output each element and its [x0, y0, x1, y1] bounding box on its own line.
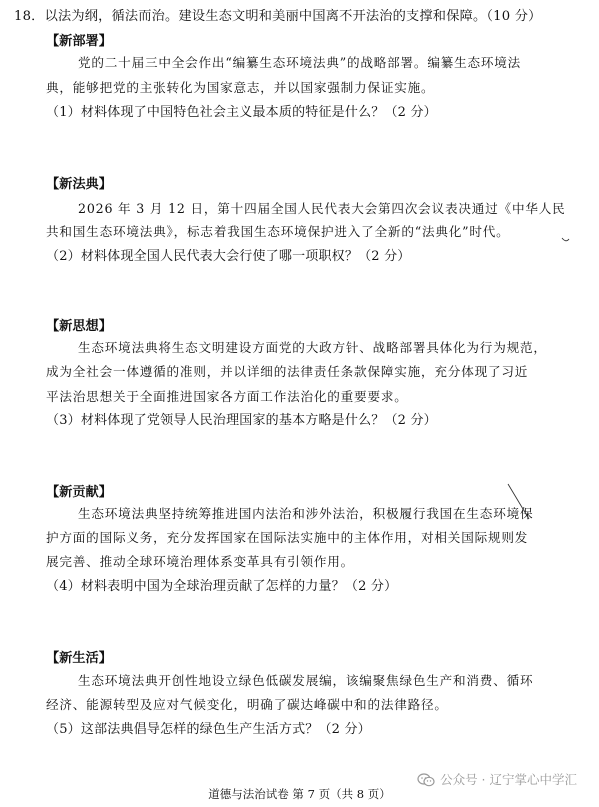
sub-question-3: （3）材料体现了党领导人民治理国家的基本方略是什么？（2 分）	[46, 413, 437, 428]
section-heading-new-thought: 【新思想】	[46, 319, 112, 334]
pen-tick-mark	[561, 236, 571, 244]
question-title: 18．以法为纲，循法而治。建设生态文明和美丽中国离不开法治的支撑和保障。（10 分）	[14, 9, 542, 24]
material-line: 成为全社会一体遵循的准则，并以详细的法律责任条款保障实施，充分体现了习近	[46, 364, 529, 379]
material-line: 2026 年 3 月 12 日，第十四届全国人民代表大会第四次会议表决通过《中华人民	[78, 201, 566, 216]
material-line: 生态环境法典将生态文明建设方面党的大政方针、战略部署具体化为行为规范，	[78, 340, 547, 355]
section-heading-new-deployment: 【新部署】	[46, 34, 112, 49]
sub-question-2: （2）材料体现全国人民代表大会行使了哪一项职权？（2 分）	[46, 249, 411, 264]
section-heading-new-code: 【新法典】	[46, 177, 112, 192]
sub-question-4: （4）材料表明中国为全球治理贡献了怎样的力量？（2 分）	[46, 579, 398, 594]
wechat-watermark	[417, 773, 577, 787]
pen-stroke-mark	[506, 482, 532, 522]
section-heading-new-life: 【新生活】	[46, 651, 112, 666]
material-line: 平法治思想关于全面推进国家各方面工作法治化的重要要求。	[46, 389, 408, 404]
material-line: 展完善、推动全球环境治理体系变革具有引领作用。	[46, 554, 355, 569]
section-heading-new-contribution: 【新贡献】	[46, 485, 112, 500]
material-line: 经济、能源转型及应对气候变化，明确了碳达峰碳中和的法律路径。	[46, 697, 448, 712]
material-line: 共和国生态环境法典》，标志着我国生态环境保护进入了全新的“法典化”时代。	[46, 224, 510, 239]
material-line: 典，能够把党的主张转化为国家意志，并以国家强制力保证实施。	[46, 80, 435, 95]
material-line: 生态环境法典坚持统筹推进国内法治和涉外法治，积极履行我国在生态环境保	[78, 506, 534, 521]
material-line: 生态环境法典开创性地设立绿色低碳发展编，该编聚焦绿色生产和消费、循环	[78, 673, 534, 688]
sub-question-5: （5）这部法典倡导怎样的绿色生产生活方式？（2 分）	[46, 722, 371, 737]
material-line: 党的二十届三中全会作出“编纂生态环境法典”的战略部署。编纂生态环境法	[78, 55, 522, 70]
material-line: 护方面的国际义务，充分发挥国家在国际法实施中的主体作用，对相关国际规则发	[46, 530, 529, 545]
sub-question-1: （1）材料体现了中国特色社会主义最本质的特征是什么？（2 分）	[46, 105, 437, 120]
page-footer: 道德与法治试卷 第 7 页（共 8 页）	[208, 787, 391, 801]
watermark-text: 公众号 · 辽宁掌心中学汇	[440, 771, 577, 787]
wechat-icon	[417, 773, 435, 787]
